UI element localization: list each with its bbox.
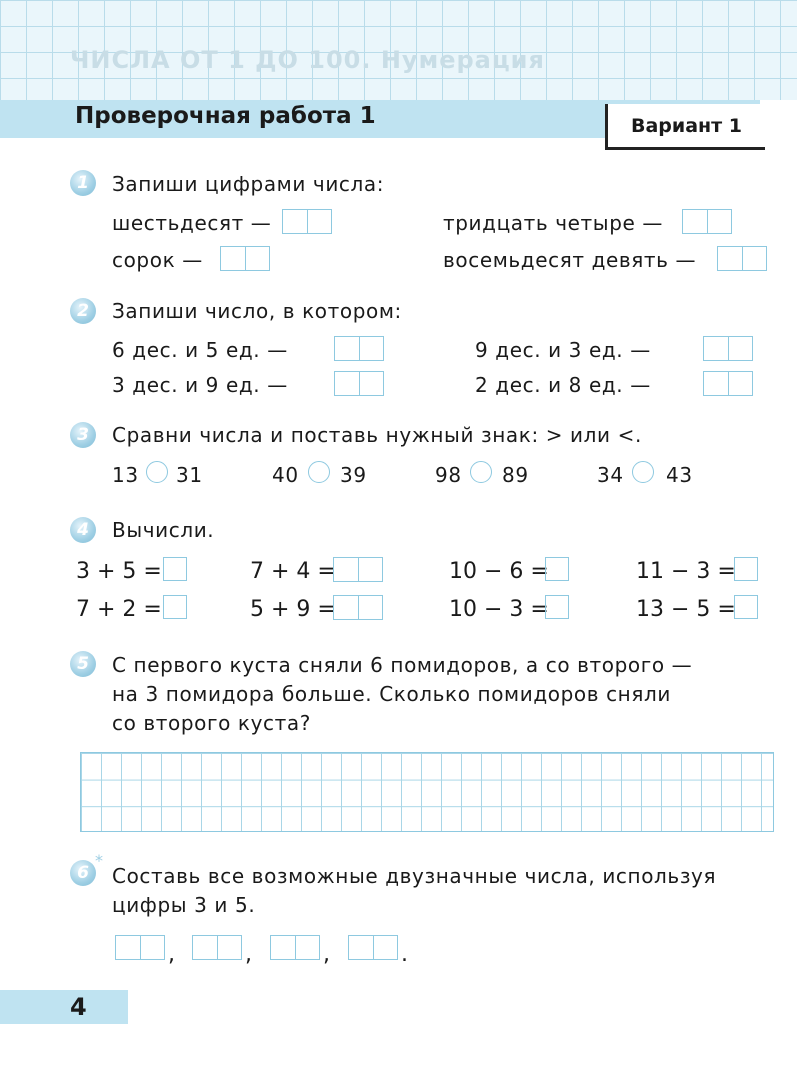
compare-right: 31 xyxy=(176,463,203,487)
task-1-item: шестьдесят — xyxy=(112,211,272,235)
task-5-number-icon: 5 xyxy=(70,651,96,677)
expression: 7 + 4 = xyxy=(250,559,336,584)
task-3-number-icon: 3 xyxy=(70,422,96,448)
answer-box[interactable] xyxy=(163,595,187,619)
task-6-number-icon: 6 xyxy=(70,860,96,886)
compare-circle[interactable] xyxy=(632,461,654,483)
answer-box[interactable] xyxy=(163,557,187,581)
answer-box[interactable] xyxy=(545,595,569,619)
task-2-item: 2 дес. и 8 ед. — xyxy=(475,373,651,397)
expression: 10 − 6 = xyxy=(449,559,549,584)
test-title: Проверочная работа 1 xyxy=(75,103,376,129)
compare-right: 39 xyxy=(340,463,367,487)
task-6-text-line: Составь все возможные двузначные числа, используя xyxy=(112,864,717,888)
task-6-text-line: цифры 3 и 5. xyxy=(112,893,256,917)
variant-label: Вариант 1 xyxy=(605,104,765,150)
compare-left: 13 xyxy=(112,463,139,487)
answer-box[interactable] xyxy=(703,336,753,361)
separator: , xyxy=(168,942,175,967)
star-icon: * xyxy=(95,851,103,870)
task-2-instruction: Запиши число, в котором: xyxy=(112,299,402,323)
expression: 7 + 2 = xyxy=(76,597,162,622)
compare-left: 40 xyxy=(272,463,299,487)
task-3-instruction: Сравни числа и поставь нужный знак: > или <. xyxy=(112,423,642,447)
task-2-item: 9 дес. и 3 ед. — xyxy=(475,338,651,362)
answer-box[interactable] xyxy=(282,209,332,234)
compare-left: 34 xyxy=(597,463,624,487)
answer-box[interactable] xyxy=(703,371,753,396)
compare-circle[interactable] xyxy=(308,461,330,483)
task-1-item: сорок — xyxy=(112,248,203,272)
answer-box[interactable] xyxy=(333,557,383,582)
answer-box[interactable] xyxy=(734,557,758,581)
page-number: 4 xyxy=(70,993,87,1021)
task-5-text-line: на 3 помидора больше. Сколько помидоров сняли xyxy=(112,682,671,706)
answer-box[interactable] xyxy=(333,595,383,620)
task-5-text-line: со второго куста? xyxy=(112,711,311,735)
answer-box[interactable] xyxy=(734,595,758,619)
task-4-instruction: Вычисли. xyxy=(112,518,215,542)
compare-right: 43 xyxy=(666,463,693,487)
answer-box[interactable] xyxy=(334,371,384,396)
compare-circle[interactable] xyxy=(470,461,492,483)
answer-box[interactable] xyxy=(717,246,767,271)
answer-box[interactable] xyxy=(682,209,732,234)
expression: 5 + 9 = xyxy=(250,597,336,622)
compare-left: 98 xyxy=(435,463,462,487)
answer-box[interactable] xyxy=(334,336,384,361)
task-1-number-icon: 1 xyxy=(70,170,96,196)
separator: , xyxy=(323,942,330,967)
separator: . xyxy=(401,942,408,967)
answer-box[interactable] xyxy=(192,935,242,960)
task-1-item: тридцать четыре — xyxy=(443,211,663,235)
chapter-title: ЧИСЛА ОТ 1 ДО 100. Нумерация xyxy=(70,46,545,74)
answer-box[interactable] xyxy=(220,246,270,271)
task-2-item: 6 дес. и 5 ед. — xyxy=(112,338,288,362)
solution-grid[interactable] xyxy=(80,752,774,832)
task-2-item: 3 дес. и 9 ед. — xyxy=(112,373,288,397)
answer-box[interactable] xyxy=(348,935,398,960)
answer-box[interactable] xyxy=(270,935,320,960)
answer-box[interactable] xyxy=(545,557,569,581)
expression: 13 − 5 = xyxy=(636,597,736,622)
page-number-band xyxy=(0,990,128,1024)
task-4-number-icon: 4 xyxy=(70,517,96,543)
task-1-instruction: Запиши цифрами числа: xyxy=(112,172,385,196)
expression: 3 + 5 = xyxy=(76,559,162,584)
answer-box[interactable] xyxy=(115,935,165,960)
expression: 11 − 3 = xyxy=(636,559,736,584)
task-5-text-line: С первого куста сняли 6 помидоров, а со второго — xyxy=(112,653,693,677)
compare-circle[interactable] xyxy=(146,461,168,483)
compare-right: 89 xyxy=(502,463,529,487)
task-1-item: восемьдесят девять — xyxy=(443,248,697,272)
separator: , xyxy=(245,942,252,967)
expression: 10 − 3 = xyxy=(449,597,549,622)
task-2-number-icon: 2 xyxy=(70,298,96,324)
